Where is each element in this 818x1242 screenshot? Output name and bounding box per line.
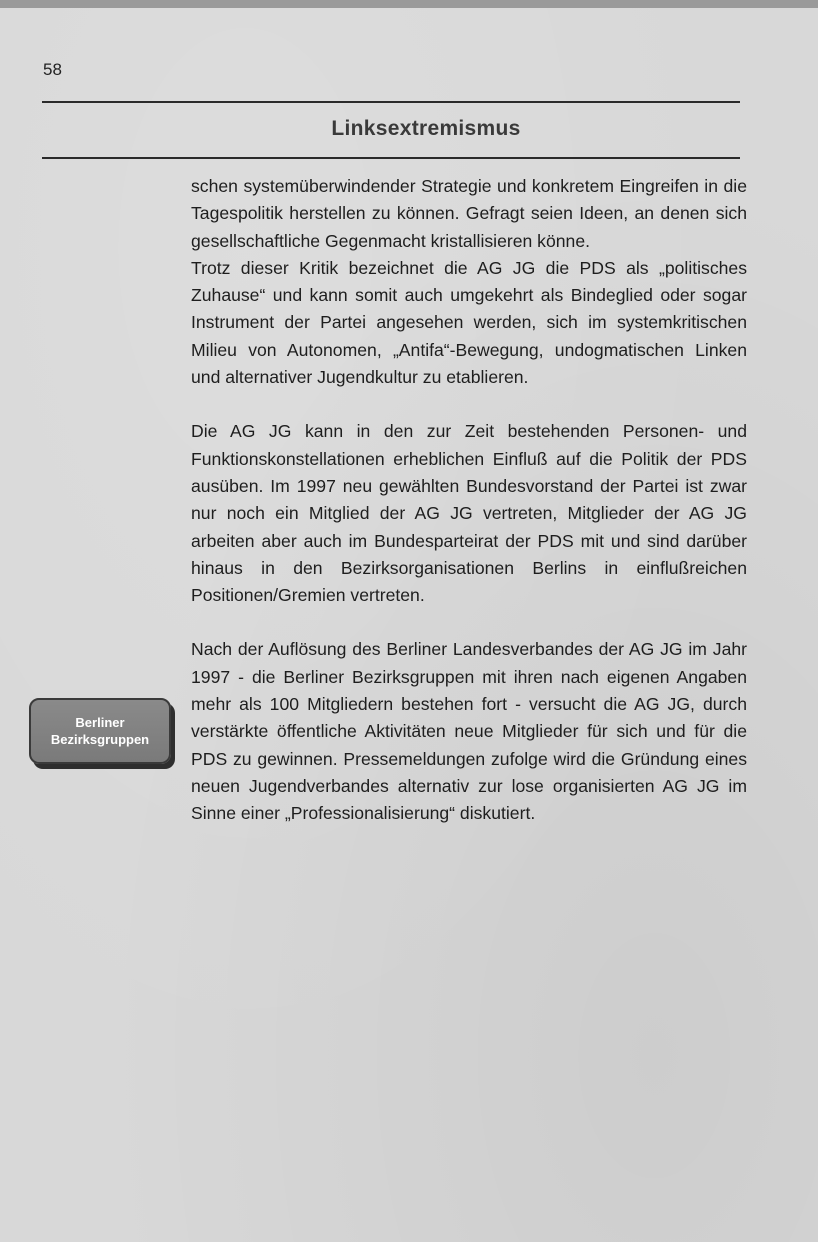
body-text [191, 173, 747, 828]
scan-top-edge [0, 0, 818, 8]
header-rule-bottom [42, 157, 740, 159]
paragraph-3: Die AG JG kann in den zur Zeit bestehenden Personen- und Funktionskonstellationen erheblichen Einfluß auf die Politik der PDS ausüben. Im 1997 neu gewählten Bundesvorstand der Partei ist zwar nur noch ein Mitglied der AG JG vertreten, Mitglieder der AG JG arbeiten aber auch im Bundesparteirat der PDS mit und sind darüber hinaus in den Bezirksorganisationen Berlins in einflußreichen Positionen/Gremien vertreten. [191, 421, 747, 606]
paragraph-1: schen systemüberwindender Strategie und konkretem Eingreifen in die Tagespolitik herstellen zu können. Gefragt seien Ideen, an denen sich gesellschaftliche Gegenmacht kristallisieren könne. [191, 176, 747, 251]
paragraph-4: Nach der Auflösung des Berliner Landesverbandes der AG JG im Jahr 1997 - die Berliner Bezirksgruppen mit ihren nach eigenen Angaben mehr als 100 Mitgliedern bestehen fort - versucht die AG JG, durch verstärkte öffentliche Aktivitäten neue Mitglieder für sich und für die PDS zu gewinnen. Pressemeldungen zufolge wird die Gründung eines neuen Jugendverbandes alternativ zur lose organisierten AG JG im Sinne einer „Professionalisierung“ diskutiert. [191, 639, 747, 824]
margin-note-box [29, 698, 171, 764]
header-rule-top [42, 101, 740, 103]
margin-note-line-1: Berliner [75, 715, 125, 730]
margin-note-line-2: Bezirksgruppen [50, 732, 150, 747]
running-header: Linksextremismus [331, 117, 521, 140]
page-number: 58 [43, 60, 62, 79]
paragraph-2: Trotz dieser Kritik bezeichnet die AG JG die PDS als „politisches Zuhause“ und kann somit auch umgekehrt als Bindeglied oder sogar Instrument der Partei angesehen werden, sich im systemkritischen Milieu von Autonomen, „Antifa“-Bewegung, undogmatischen Linken und alternativer Jugendkultur zu etablieren. [191, 257, 747, 388]
